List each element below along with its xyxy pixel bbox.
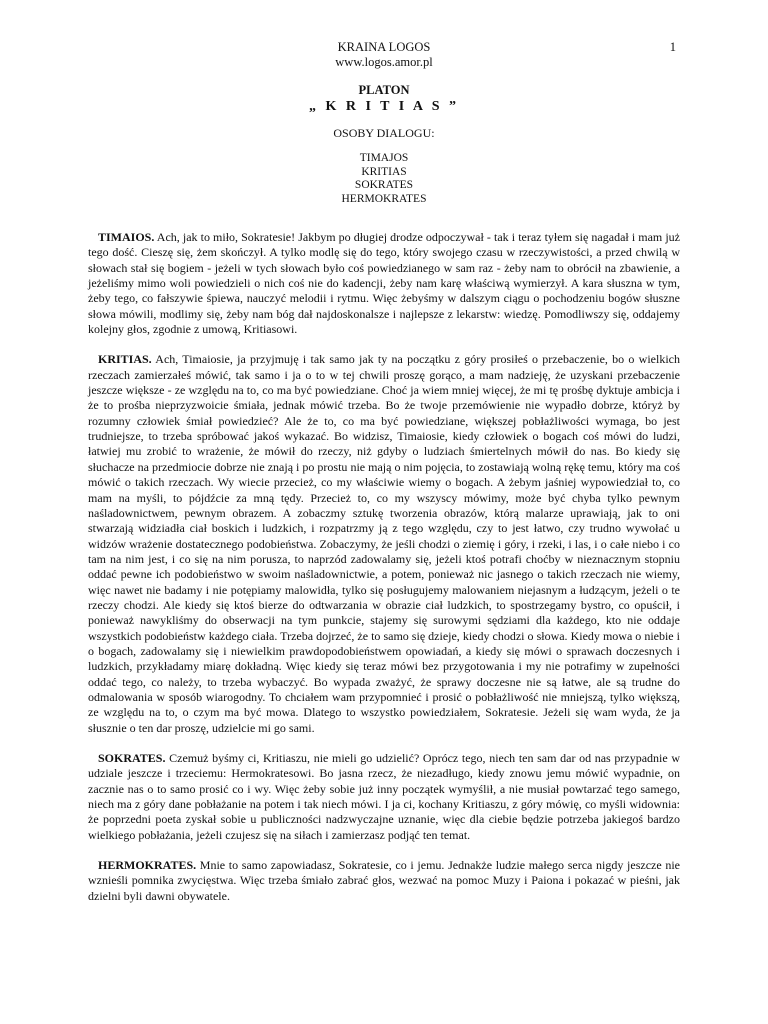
speaker-name: KRITIAS. bbox=[98, 352, 152, 367]
paragraph-text: Ach, Timaiosie, ja przyjmuję i tak samo jak ty na początku z góry prosiłeś o przebaczenie, bo o wielkich rzeczach zamierzałeś mówić, tak samo i ja o to w tej chwili proszę gorąco, a mam nadzieję, że uzyskani przebaczenie jeszcze większe - ze względu na to, co ma być powiedziane. Choć ja wiem mniej więcej, że mi tę prośbę dyktuje ambicja i że to prośba nieprzyzwoicie śmiała, jednak mówić trzeba. Bo że twoje przemówienie nie wypadło dobrze, któryż by rozumny człowiek śmiał powiedzieć? Ale że to, co ma być powiedziane, większej pobłażliwości wymaga, bo jest trudniejsze, to trzeba spróbować jakoś wykazać. Bo widzisz, Timaiosie, kiedy człowiek o bogach coś mówi do ludzi, łatwiej mu zrobić to wrażenie, że mówił do rzeczy, niż gdyby o ludziach śmiertelnych mówił do nas. Bo kiedy się słuchacze na przedmiocie dobrze nie znają i po prostu nie mają o nim pojęcia, to zostawiają wolną rękę temu, który ma coś mówić o takich rzeczach. Wy wiecie przecież, co my właściwie wiemy o bogach. A żebym jaśniej wypowiedział to, co mam na myśli, to pójdźcie za mną tędy. Przecież to, co my wszyscy mówimy, może być chyba tylko pewnym naśladownictwem, pewnym obrazem. A zobaczmy sztukę tworzenia obrazów, którą malarze uprawiają, jak to oni stwarzają widziadła ciał boskich i ludzkich, i rozpatrzmy ją z tego względu, czy to jest łatwo, czy trudno wywołać u widzów wrażenie dostatecznego podobieństwa. Zobaczymy, że jeśli chodzi o ziemię i góry, i rzeki, i las, i o całe niebo i co tam na nim jest, i co się na nim porusza, to naprzód zadowalamy się, jeżeli ktoś potrafi choćby w nieznacznym stopniu oddać pewne ich podobieństwo w swoim naśladownictwie, a potem, ponieważ nic jasnego o takich rzeczach nie wiemy, więc nawet nie badamy i nie potępiamy malowidła, tylko się posługujemy malowaniem niejasnym a łudzącym, jeżeli o te rzeczy chodzi. Ale kiedy się ktoś bierze do odtwarzania w obrazie ciał ludzkich, to spostrzegamy bystro, co opuścił, i ponieważ nawykliśmy do obserwacji na tym punkcie, stajemy się surowymi sędziami dla każdego, kto nie oddaje wszystkich podobieństw każdego ciała. Trzeba dojrzeć, że to samo się dzieje, kiedy chodzi o słowa. Kiedy mowa o niebie i o bogach, zadowalamy się i niewielkim prawdopodobieństwem opowiadań, a kiedy się mówi o sprawach doczesnych i ludzkich, przykładamy miarę dokładną. Więc kiedy się teraz mówi bez przygotowania i my nie potrafimy w zupełności oddać tego, co należy, to trzeba wybaczyć. Bo wypada zważyć, że sprawy doczesne nie są łatwe, ale są trudne do odmalowania w sposób wiarogodny. To chciałem wam przypomnieć i prosić o pobłażliwość nie mniejszą, tylko większą, ze względu na to, o czym ma być mowa. Dlatego to wszystko powiedziałem, Sokratesie. Jeżeli się wam wyda, że ja słusznie o ten dar proszę, udzielcie mi go sami. bbox=[88, 352, 680, 735]
document-page bbox=[88, 40, 680, 919]
dialogue-paragraph bbox=[88, 230, 680, 337]
dialogue-paragraph bbox=[88, 352, 680, 736]
dialogue-body bbox=[88, 230, 680, 904]
publisher-name: KRAINA LOGOS bbox=[337, 40, 431, 54]
speaker-name: HERMOKRATES. bbox=[98, 858, 197, 873]
person-name: HERMOKRATES bbox=[341, 192, 427, 205]
page-number: 1 bbox=[669, 40, 676, 54]
person-name: TIMAJOS bbox=[359, 152, 409, 164]
publisher-website: www.logos.amor.pl bbox=[335, 55, 433, 69]
speaker-name: SOKRATES. bbox=[98, 751, 166, 765]
dialogue-paragraph bbox=[88, 858, 680, 904]
paragraph-text: Mnie to samo zapowiadasz, Sokratesie, co i jemu. Jednakże ludzie małego serca nigdy jeszcze nie wznieśli pomnika zwycięstwa. Więc trzeba śmiało zabrać głos, wezwać na pomoc Muzy i Paiona i pokazać w pieśni, jak dzielni byli dawni obywatele. bbox=[88, 858, 680, 903]
paragraph-text: Czemuż byśmy ci, Kritiaszu, nie mieli go udzielić? Oprócz tego, niech ten sam dar od nas przypadnie w udziale jeszcze i trzeciemu: Hermokratesowi. Bo jasna rzecz, że niezadługo, kiedy znowu jemu mówić wypadnie, on zacznie nas o to samo prosić co i wy. Więc żeby sobie już inny początek wymyślił, a nie musiał powtarzać tego samego, niech ma z góry dane pobłażanie na potem i tak niech mówi. I ja ci, kochany Kritiaszu, z góry mówię, co myśli widownia: że poprzedni poeta zyskał sobie u publiczności nadzwyczajne uznanie, więc dla ciebie będzie potrzeba jakiegoś bardzo wielkiego pobłażania, jeżeli czujesz się na siłach i zamierzasz podjąć ten temat. bbox=[88, 751, 681, 842]
persons-heading: OSOBY DIALOGU: bbox=[333, 126, 435, 140]
person-name: KRITIAS bbox=[361, 165, 407, 178]
person-name: SOKRATES bbox=[354, 179, 414, 191]
page-header bbox=[88, 40, 680, 70]
author-name: PLATON bbox=[358, 83, 410, 97]
work-title: „ K R I T I A S ” bbox=[308, 99, 460, 114]
speaker-name: TIMAIOS. bbox=[98, 230, 155, 244]
paragraph-text: Ach, jak to miło, Sokratesie! Jakbym po długiej drodze odpoczywał - tak i teraz tyłem się nagadał i mam już tego dość. Cieszę się, żem skończył. A tylko modlę się do tego, który swojego czasu w rzeczywistości, a przed chwilą w słowach stał się bogiem - jeżeli w tych słowach było coś powiedzianego w sam raz - żeby nam to obrócił na zbawienie, a jeżeliśmy mimo woli powiedzieli o nich coś nie do kadencji, żeby nam karę właściwą wymierzył. A kara słuszna w tym, żeby tego, co fałszywie śpiewa, nauczyć melodii i rytmu. Więc żebyśmy w dalszym ciągu o pochodzeniu bogów słuszne słowa mówili, modlimy się, żeby nam bóg dał najdoskonalsze i najlepsze z lekarstw: wiedzę. Pomodliwszy się, oddajemy kolejny głos, zgodnie z umową, Kritiasowi. bbox=[88, 230, 681, 337]
dialogue-paragraph bbox=[88, 751, 680, 843]
persons-list bbox=[88, 152, 680, 206]
